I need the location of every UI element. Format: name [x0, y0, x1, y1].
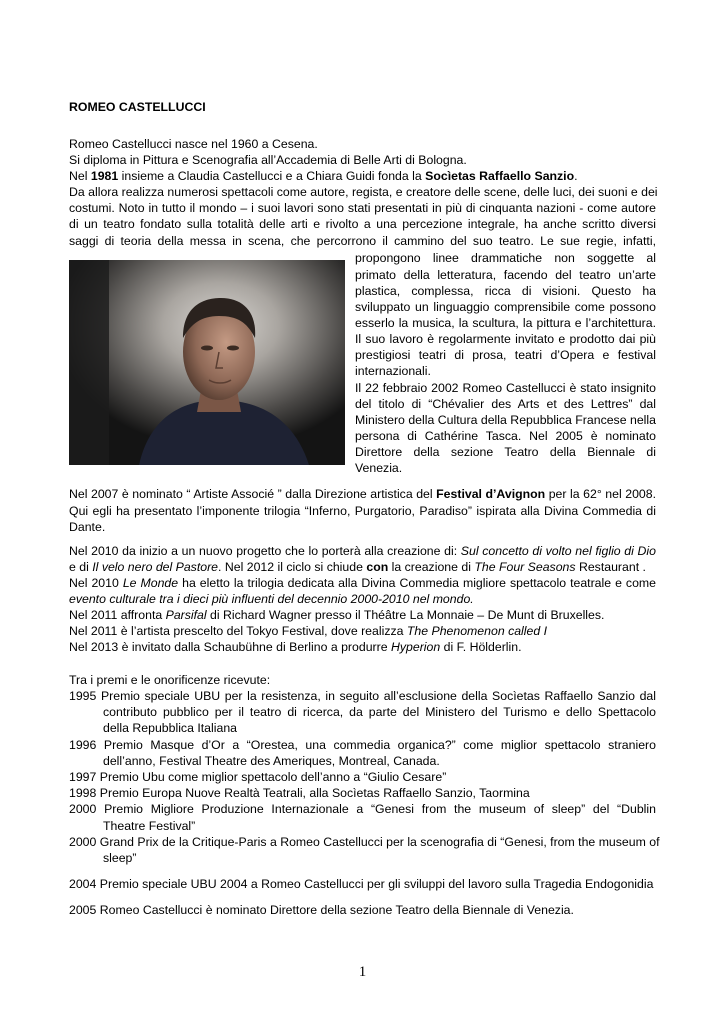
award-item: contributo pubblico per il teatro di ricerca, da parte del Ministero del Turismo e dello Spettacolo: [103, 705, 656, 719]
prizes-intro: Tra i premi e le onorificenze ricevute:: [69, 673, 271, 687]
award-item: 1996 Premio Masque d’Or a “Orestea, una commedia organica?” come miglior spettacolo straniero: [69, 738, 656, 752]
bio-line: Nel 1981 insieme a Claudia Castellucci e a Chiara Guidi fonda la Socìetas Raffaello Sanzio.: [69, 169, 578, 183]
award-item: 2005 Romeo Castellucci è nominato Direttore della sezione Teatro della Biennale di Venezia.: [69, 903, 574, 917]
bio-line: Dante.: [69, 520, 106, 534]
bio-line: Da allora realizza numerosi spettacoli come autore, regista, e creatore delle scene, delle luci, dei suoni e dei: [69, 185, 658, 199]
bio-line: Direttore della sezione Teatro della Biennale di: [355, 445, 656, 459]
award-item: 2000 Premio Migliore Produzione Internazionale a “Genesi from the museum of sleep” del “Dublin: [69, 802, 656, 816]
bio-line: Il 22 febbraio 2002 Romeo Castellucci è stato insignito: [355, 381, 656, 395]
bio-line: Il suo lavoro è regolarmente invitato e prodotto dai più: [355, 332, 656, 346]
award-item: 2004 Premio speciale UBU 2004 a Romeo Castellucci per gli sviluppi del lavoro sulla Tragedia Endogonidia: [69, 877, 654, 891]
document-title: ROMEO CASTELLUCCI: [69, 100, 206, 114]
bio-line: plastica, complessa, ricca di visioni. Questo ha: [355, 284, 656, 298]
bio-line: di un teatro fondato sulla totalità delle arti e rivolto a una percezione integrale, ha anche scritto diversi: [69, 217, 656, 231]
award-item: della Repubblica Italiana: [103, 721, 237, 735]
award-item: 1995 Premio speciale UBU per la resistenza, in seguito all’esclusione della Socìetas Raffaello Sanzio dal: [69, 689, 656, 703]
bio-line: Nel 2010 Le Monde ha eletto la trilogia dedicata alla Divina Commedia migliore spettacolo teatrale e come: [69, 576, 656, 590]
bio-line: Qui egli ha presentato l’imponente trilogia “Inferno, Purgatorio, Paradiso” ispirata alla Divina Commedia di: [69, 504, 656, 518]
page-number: 1: [358, 964, 367, 980]
bio-line: esserlo la musica, la scultura, la pittura e l’architettura.: [355, 316, 656, 330]
bio-line: costumi. Noto in tutto il mondo – i suoi lavori sono stati presentati in più di cinquanta nazioni - come autore: [69, 201, 656, 215]
bio-line: persona di Cathérine Tasca. Nel 2005 è nominato: [355, 429, 656, 443]
bio-line: e di Il velo nero del Pastore. Nel 2012 il ciclo si chiude con la creazione di The Four Seasons Restaurant .: [69, 560, 646, 574]
portrait-photo: [69, 260, 345, 465]
bio-line: Nel 2011 affronta Parsifal di Richard Wagner presso il Théâtre La Monnaie – De Munt di Bruxelles.: [69, 608, 605, 622]
bio-line: evento culturale tra i dieci più influenti del decennio 2000-2010 nel mondo.: [69, 592, 474, 606]
bio-line: saggi di teoria della messa in scena, che percorrono il cammino del suo teatro. Le sue regie, infatti,: [69, 234, 656, 248]
bio-line: del titolo di “Chévalier des Arts et des Lettres” dal: [355, 397, 656, 411]
award-item: 1997 Premio Ubu come miglior spettacolo dell’anno a “Giulio Cesare”: [69, 770, 447, 784]
bio-line: Venezia.: [355, 461, 403, 475]
bio-line: Si diploma in Pittura e Scenografia all’Accademia di Belle Arti di Bologna.: [69, 153, 467, 167]
bio-line: Romeo Castellucci nasce nel 1960 a Cesena.: [69, 137, 318, 151]
bio-line: Nel 2010 da inizio a un nuovo progetto che lo porterà alla creazione di: Sul concetto di volto nel figlio di Dio: [69, 544, 656, 558]
award-item: sleep”: [103, 851, 137, 865]
award-item: Theatre Festival”: [103, 819, 196, 833]
award-item: 2000 Grand Prix de la Critique-Paris a Romeo Castellucci per la scenografia di “Genesi, from the museum of: [69, 835, 660, 849]
bio-line: primato della letteratura, facendo del teatro un’arte: [355, 268, 656, 282]
bio-line: Nel 2007 è nominato “ Artiste Associé ” dalla Direzione artistica del Festival d’Avignon per la 62° nel 2008.: [69, 487, 656, 501]
bio-line: Ministero della Cultura della Repubblica Francese nella: [355, 413, 656, 427]
bio-line: sviluppato un linguaggio comprensibile come possono: [355, 300, 656, 314]
bio-line: internazionali.: [355, 364, 431, 378]
award-item: 1998 Premio Europa Nuove Realtà Teatrali, alla Socìetas Raffaello Sanzio, Taormina: [69, 786, 530, 800]
bio-line: Nel 2013 è invitato dalla Schaubühne di Berlino a produrre Hyperion di F. Hölderlin.: [69, 640, 522, 654]
bio-line: prestigiosi teatri di prosa, teatri d’Opera e festival: [355, 348, 656, 362]
bio-line: propongono linee drammatiche non soggette al: [355, 251, 656, 265]
bio-line: Nel 2011 è l’artista prescelto del Tokyo Festival, dove realizza The Phenomenon called I: [69, 624, 548, 638]
award-item: dell’anno, Festival Theatre des Ameriques, Montreal, Canada.: [103, 754, 440, 768]
portrait-image: [69, 260, 345, 465]
